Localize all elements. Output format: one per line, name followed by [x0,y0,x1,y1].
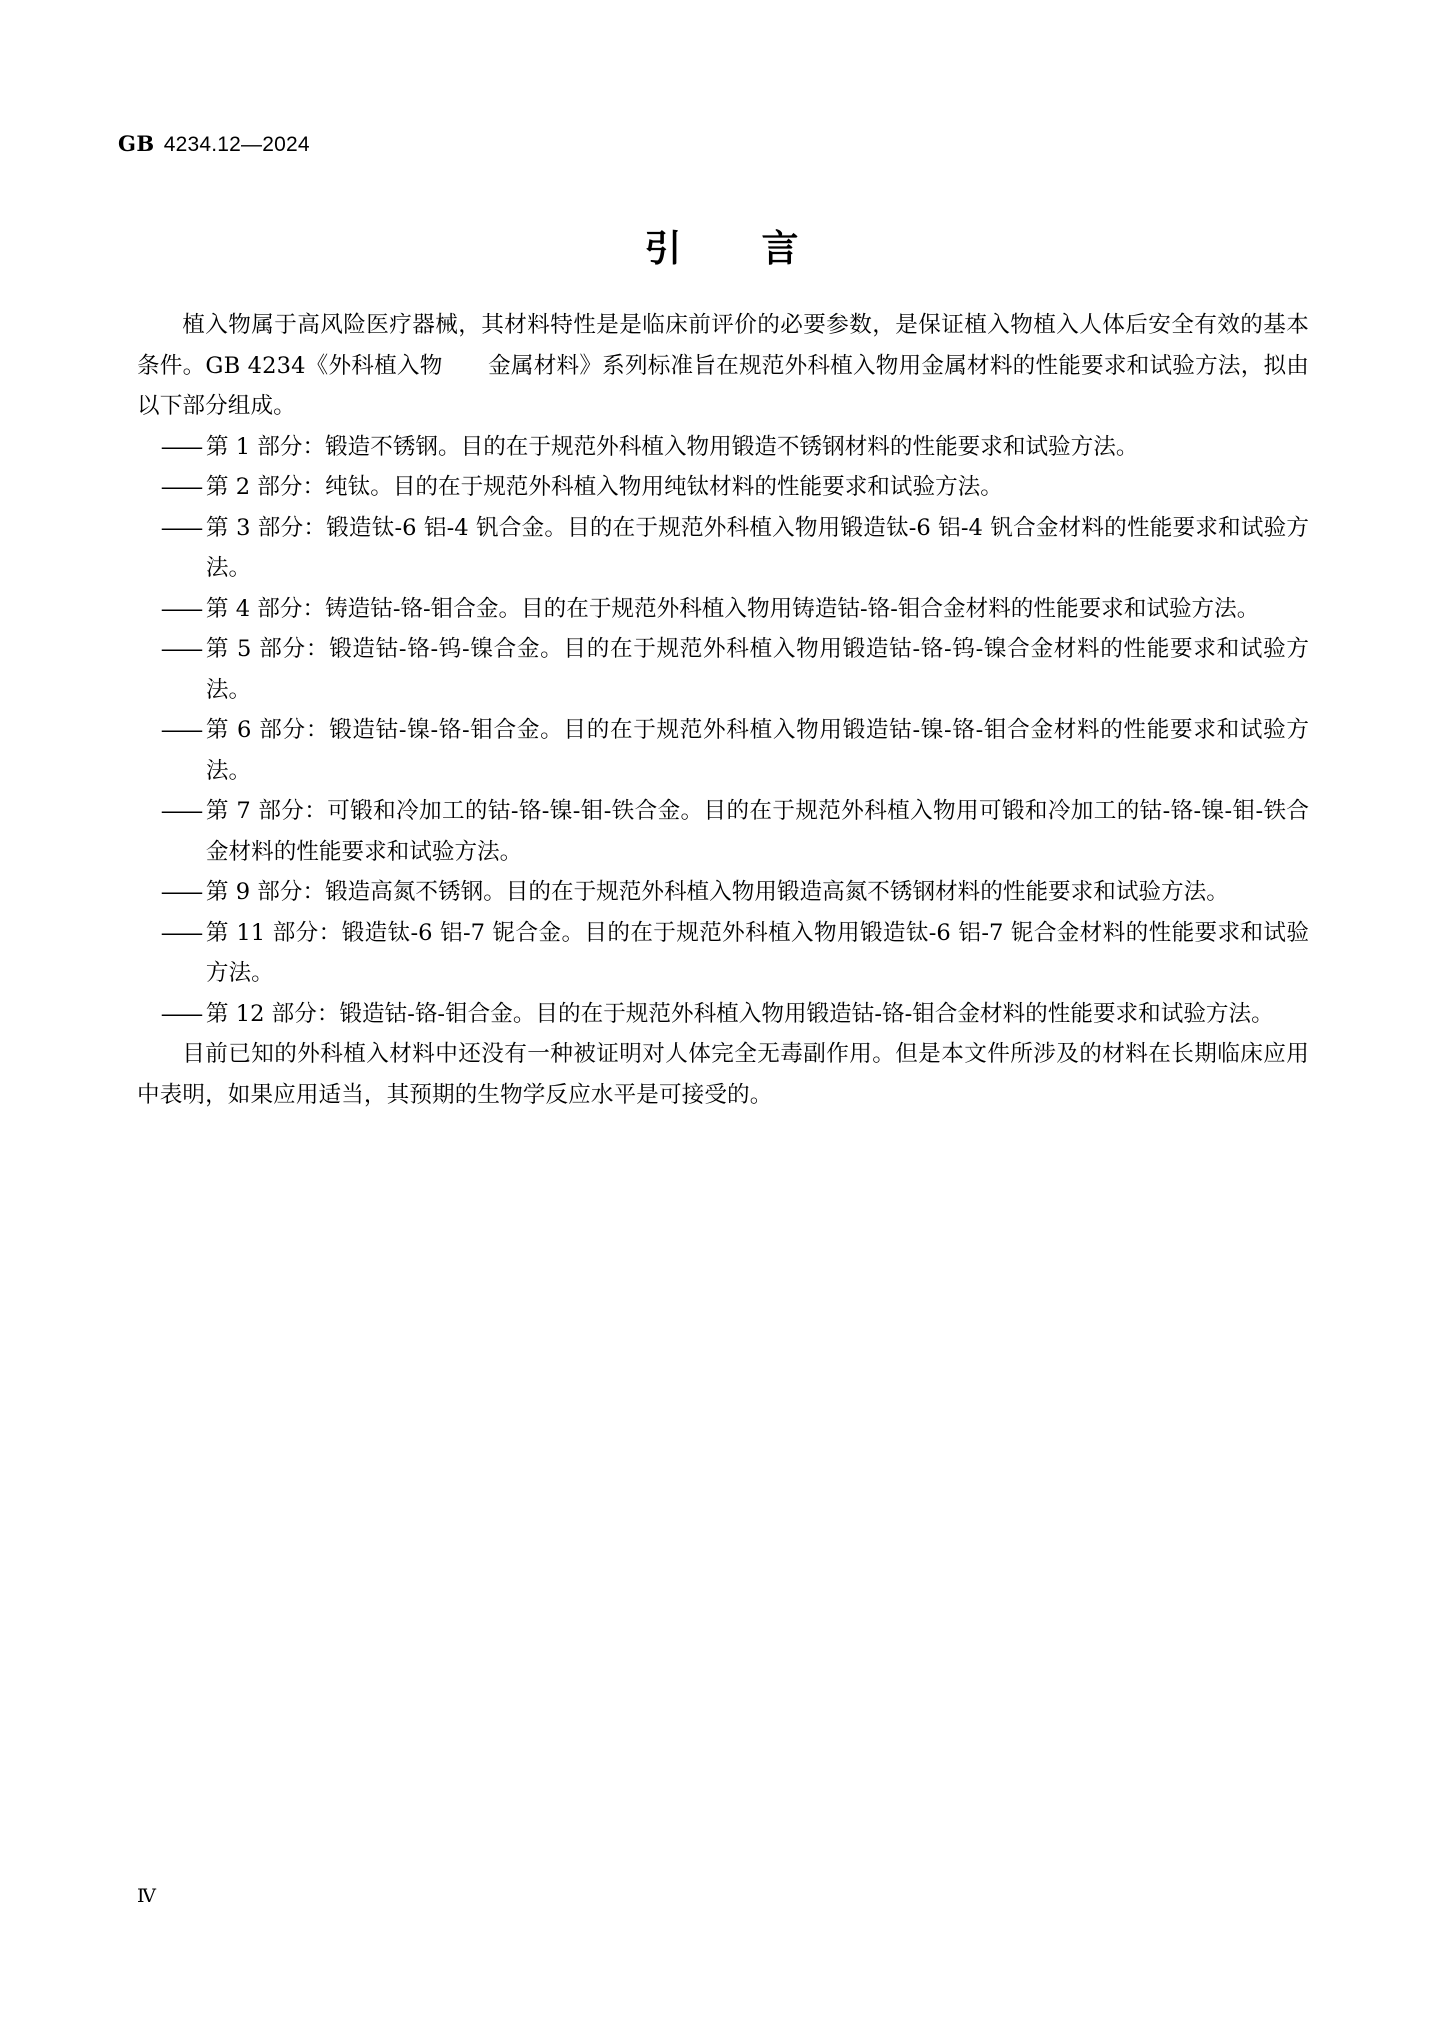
closing-paragraph: 目前已知的外科植入材料中还没有一种被证明对人体完全无毒副作用。但是本文件所涉及的材料在长期临床应用中表明，如果应用适当，其预期的生物学反应水平是可接受的。 [137,1041,1309,1108]
standard-parts-list [137,427,1309,1035]
list-item [137,994,1309,1035]
list-item-text: 第 3 部分：锻造钛-6 铝-4 钒合金。目的在于规范外科植入物用锻造钛-6 铝-4 钒合金材料的性能要求和试验方法。 [205,514,1309,581]
standard-number: 4234.12—2024 [163,133,310,156]
list-item [137,508,1309,589]
em-dash-marker: —— [160,879,201,905]
list-item-text: 第 1 部分：锻造不锈钢。目的在于规范外科植入物用锻造不锈钢材料的性能要求和试验方法。 [205,433,1139,460]
list-item [137,913,1309,994]
footer-page-number: Ⅳ [137,1885,156,1907]
page-title: 引 言 [644,227,801,270]
em-dash-marker: —— [160,514,201,541]
list-item [137,427,1309,468]
list-item-text: 第 12 部分：锻造钴-铬-钼合金。目的在于规范外科植入物用锻造钴-铬-钼合金材料的性能要求和试验方法。 [205,1000,1274,1027]
list-item [137,467,1309,508]
running-header [118,131,310,157]
em-dash-marker: —— [160,919,201,946]
list-item [137,791,1309,872]
em-dash-marker: —— [160,433,201,460]
em-dash-marker: —— [160,595,201,622]
introduction-body [137,305,1309,1115]
list-item-text: 第 11 部分：锻造钛-6 铝-7 铌合金。目的在于规范外科植入物用锻造钛-6 铝-7 铌合金材料的性能要求和试验方法。 [205,919,1309,986]
list-item [137,710,1309,791]
em-dash-marker: —— [160,636,201,662]
list-item-text: 第 5 部分：锻造钴-铬-钨-镍合金。目的在于规范外科植入物用锻造钴-铬-钨-镍合金材料的性能要求和试验方法。 [205,636,1309,703]
list-item-text: 第 9 部分：锻造高氮不锈钢。目的在于规范外科植入物用锻造高氮不锈钢材料的性能要求和试验方法。 [205,879,1229,905]
em-dash-marker: —— [160,798,201,824]
em-dash-marker: —— [160,1000,201,1027]
em-dash-marker: —— [160,474,201,500]
list-item [137,589,1309,630]
list-item-text: 第 6 部分：锻造钴-镍-铬-钼合金。目的在于规范外科植入物用锻造钴-镍-铬-钼合金材料的性能要求和试验方法。 [205,717,1309,784]
list-item [137,629,1309,710]
list-item-text: 第 2 部分：纯钛。目的在于规范外科植入物用纯钛材料的性能要求和试验方法。 [205,474,1003,500]
list-item-text: 第 4 部分：铸造钴-铬-钼合金。目的在于规范外科植入物用铸造钴-铬-钼合金材料的性能要求和试验方法。 [205,595,1260,622]
list-item-text: 第 7 部分：可锻和冷加工的钴-铬-镍-钼-铁合金。目的在于规范外科植入物用可锻和冷加工的钴-铬-镍-钼-铁合金材料的性能要求和试验方法。 [205,798,1309,865]
intro-paragraph-1: 植入物属于高风险医疗器械，其材料特性是是临床前评价的必要参数，是保证植入物植入人体后安全有效的基本条件。GB 4234《外科植入物 金属材料》系列标准旨在规范外科植入物用金属材料的性能要求和试验方法，拟由以下部分组成。 [137,312,1309,419]
em-dash-marker: —— [160,717,201,743]
standard-prefix: GB [118,131,155,156]
list-item [137,872,1309,913]
